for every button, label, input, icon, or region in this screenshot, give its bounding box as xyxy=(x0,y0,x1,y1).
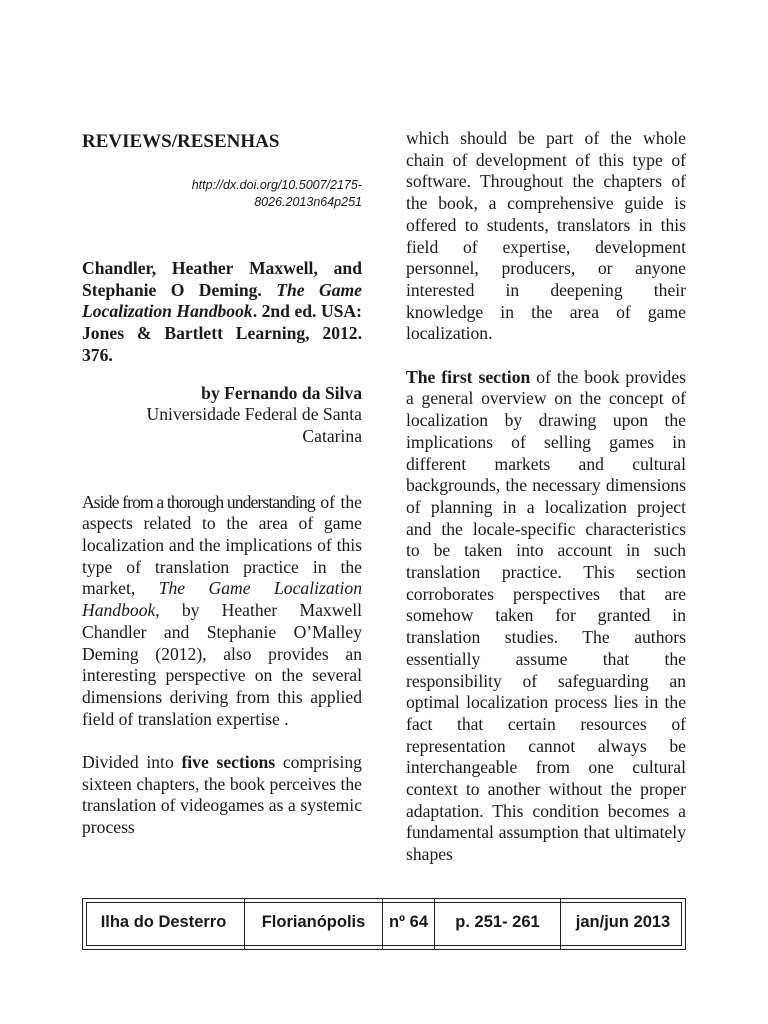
doi-line-1[interactable]: http://dx.doi.org/10.5007/2175- xyxy=(191,178,362,192)
intro-text: of the aspects related to the area of game localization and the implications of this type of translation practice in the market, xyxy=(82,491,362,599)
sections-text-start: Divided into xyxy=(82,752,174,773)
intro-book-title: The Game Localization Handbook xyxy=(82,578,362,621)
doi-line-2[interactable]: 8026.2013n64p251 xyxy=(254,195,362,209)
sections-bold: five sections xyxy=(181,752,276,773)
right-column xyxy=(406,128,686,866)
footer-city: Florianópolis xyxy=(245,899,383,949)
footer-date: jan/jun 2013 xyxy=(575,912,671,931)
first-section-bold: The first section xyxy=(406,366,531,387)
first-section-text: of the book provides a general overview on the concept of localization by drawing upon the implications of selling games in different markets and cultural backgrounds, the necessary dimensions of planning in a localization project and the locale-specific characteristics to be taken into account in such translation practice. This section corroborates perspectives that are somehow taken for granted in translation studies. The authors essentially assume that the responsibility of safeguarding an optimal localization process lies in the fact that certain resources of representation cannot always be interchangeable from one cultural context to another without the proper adaptation. This condition becomes a fundamental assumption that ultimately shapes xyxy=(406,366,686,865)
paragraph-sections-cont: which should be part of the whole chain of development of this type of software. Throughout the chapters of the book, a comprehensive guide is offered to students, translators in this field of expertise, development personnel, producers, or anyone interested in deepening their knowledge in the area of game localization. xyxy=(406,128,686,344)
journal-footer xyxy=(82,898,686,950)
footer-journal: Ilha do Desterro xyxy=(83,899,245,949)
reviewer-block xyxy=(82,383,362,448)
citation-details: . 2nd ed. USA: Jones & Bartlett Learning, 2012. 376. xyxy=(82,301,362,365)
footer-pages: p. 251- 261 xyxy=(435,899,561,949)
citation-book-title: The Game Localization Handbook xyxy=(82,279,362,322)
left-column xyxy=(82,128,362,839)
doi-link[interactable] xyxy=(82,177,362,211)
sections-text-rest: comprising sixteen chapters, the book perceives the translation of videogames as a systemic process xyxy=(82,752,362,838)
intro-first-line: Aside from a thorough understanding xyxy=(82,491,315,512)
paragraph-intro xyxy=(82,492,362,731)
reviewer-affiliation-1: Universidade Federal de Santa xyxy=(146,404,362,425)
paragraph-sections xyxy=(82,752,362,839)
reviewer-name: by Fernando da Silva xyxy=(201,382,362,403)
intro-text-rest: , by Heather Maxwell Chandler and Stephanie O’Malley Deming (2012), also provides an interesting perspective on the several dimensions deriving from this applied field of translation expertise . xyxy=(82,600,362,729)
section-title: REVIEWS/RESENHAS xyxy=(82,131,280,152)
footer-issue: nº 64 xyxy=(383,899,435,949)
book-citation xyxy=(82,258,362,367)
paragraph-first-section xyxy=(406,367,686,866)
citation-authors: Chandler, Heather Maxwell, and Stephanie O Deming. xyxy=(82,258,362,300)
reviewer-affiliation-2: Catarina xyxy=(302,425,362,446)
